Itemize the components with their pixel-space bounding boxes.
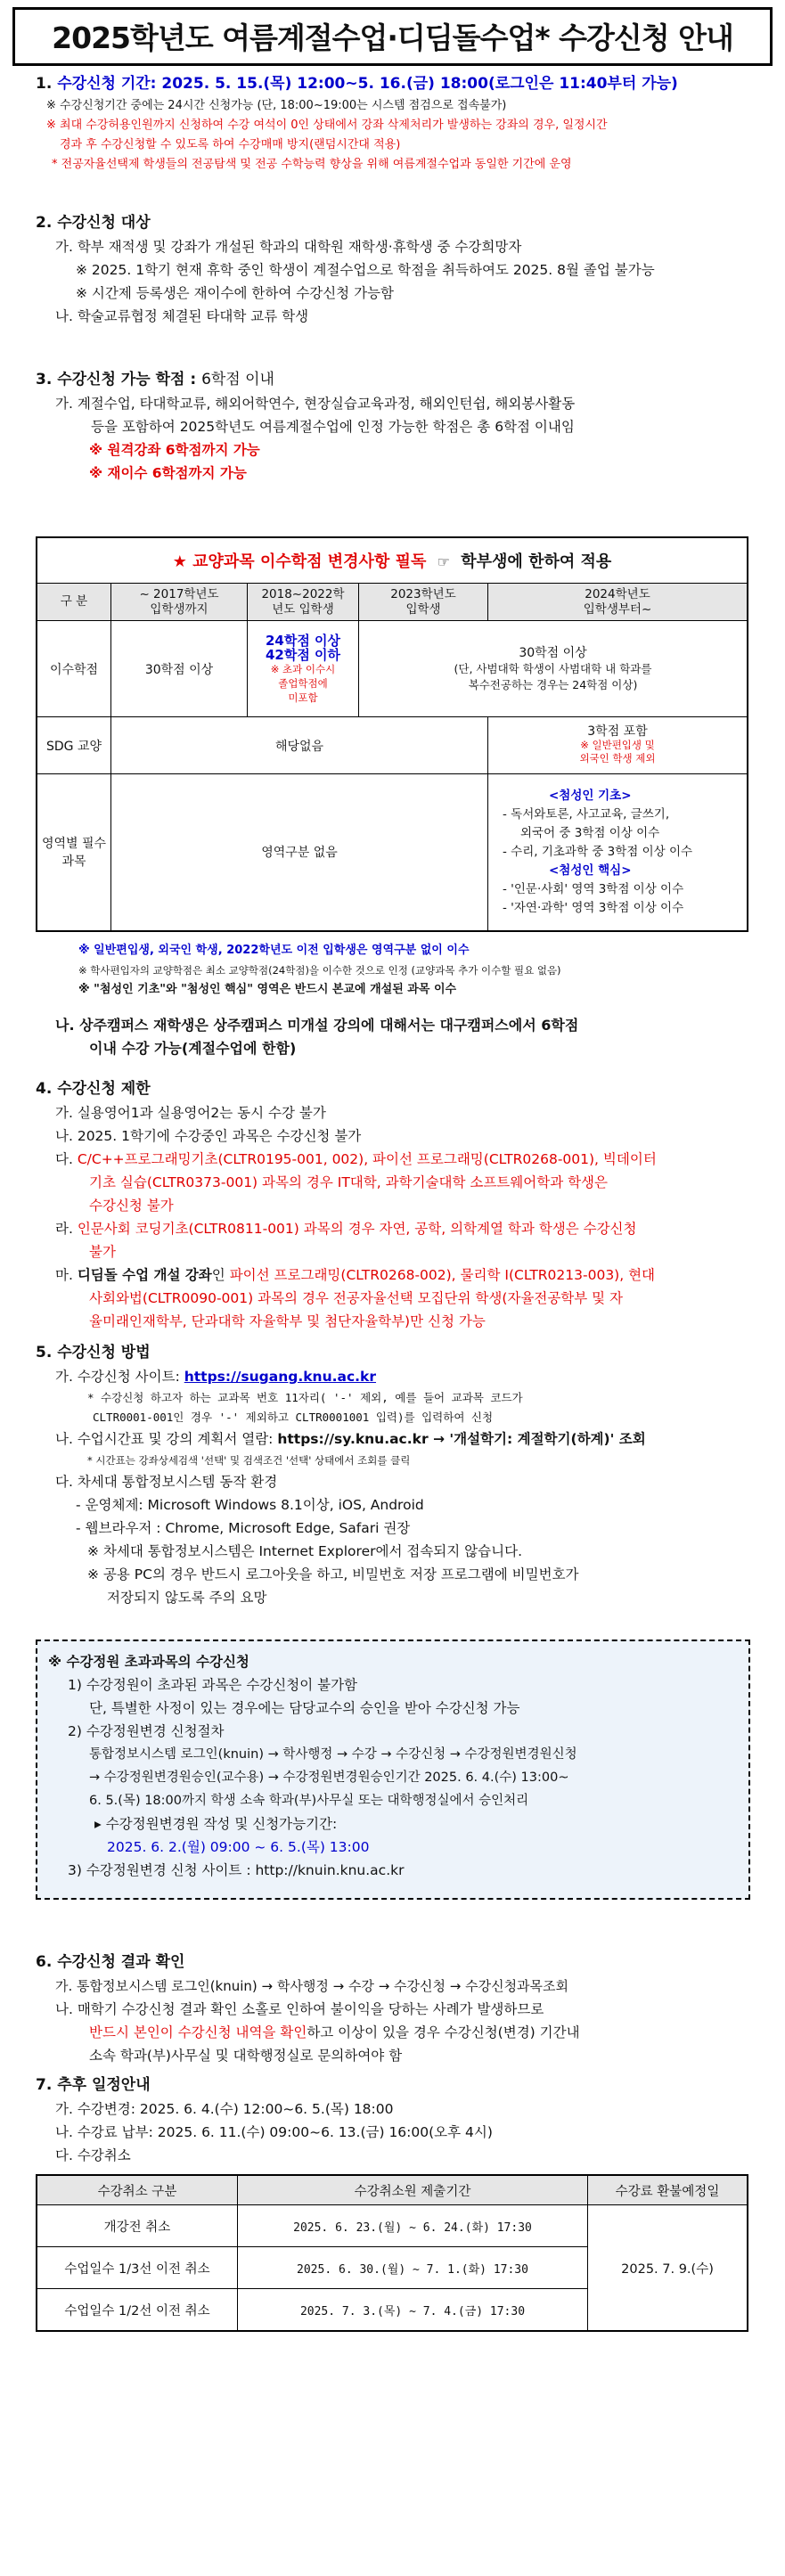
paragraph: 가. 수강변경: 2025. 6. 4.(수) 12:00~6. 5.(목) 18:00 bbox=[55, 2101, 394, 2117]
table-row-label: 이수학점 bbox=[37, 621, 111, 717]
paragraph: - 웹브라우저 : Chrome, Microsoft Edge, Safari 권장 bbox=[76, 1520, 411, 1536]
table-cell: 3학점 포함 ※ 일반편입생 및 외국인 학생 제외 bbox=[488, 717, 748, 774]
note: ※ 수강신청기간 중에는 24시간 신청가능 (단, 18:00~19:00는 시스템 점검으로 접속불가) bbox=[46, 99, 507, 112]
paragraph: 라. 인문사회 코딩기초(CLTR0811-001) 과목의 경우 자연, 공학, 의학계열 학과 학생은 수강신청 bbox=[55, 1221, 637, 1237]
section-2 bbox=[0, 210, 785, 328]
section-6 bbox=[0, 1950, 785, 2067]
table-header: 수강취소원 제출기간 bbox=[238, 2175, 588, 2205]
paragraph: 기초 실습(CLTR0373-001) 과목의 경우 IT대학, 과학기술대학 소프트웨어학과 학생은 bbox=[89, 1174, 609, 1190]
paragraph: 소속 학과(부)사무실 및 대학행정실로 문의하여야 함 bbox=[89, 2048, 403, 2064]
table-cell: 24학점 이상 42학점 이하 ※ 초과 이수시 졸업학점에 미포함 bbox=[248, 621, 359, 717]
sy-link[interactable]: https://sy.knu.ac.kr bbox=[277, 1431, 429, 1447]
paragraph: 나. 상주캠퍼스 재학생은 상주캠퍼스 미개설 강의에 대해서는 대구캠퍼스에서 6학점 bbox=[55, 1017, 579, 1034]
paragraph: 마. 디딤돌 수업 개설 강좌인 파이선 프로그래밍(CLTR0268-002), 물리학 I(CLTR0213-003), 현대 bbox=[55, 1267, 656, 1283]
table-header: 구 분 bbox=[37, 584, 111, 621]
box-heading: ※ 수강정원 초과과목의 수강신청 bbox=[48, 1654, 249, 1670]
paragraph: 이내 수강 가능(계절수업에 한함) bbox=[89, 1040, 297, 1057]
paragraph: 나. 학술교류협정 체결된 타대학 교류 학생 bbox=[55, 308, 309, 324]
table-cell: 해당없음 bbox=[111, 717, 488, 774]
paragraph: 나. 수업시간표 및 강의 계획서 열람: https://sy.knu.ac.kr → '개설학기: 계절학기(하계)' 조회 bbox=[55, 1431, 646, 1447]
section-1 bbox=[0, 71, 785, 175]
table-cell: 영역구분 없음 bbox=[111, 774, 488, 931]
table-cell: 2025. 6. 30.(월) ~ 7. 1.(화) 17:30 bbox=[238, 2247, 588, 2289]
note: * 시간표는 강좌상세검색 '선택' 및 검색조건 '선택' 상태에서 조회를 클릭 bbox=[87, 1454, 411, 1467]
table-header: 2018~2022학 년도 입학생 bbox=[248, 584, 359, 621]
paragraph: 다. 수강취소 bbox=[55, 2147, 131, 2163]
paragraph: 나. 매학기 수강신청 결과 확인 소홀로 인하여 불이익을 당하는 사례가 발생하므로 bbox=[55, 2001, 544, 2017]
paragraph: 반드시 본인이 수강신청 내역을 확인하고 이상이 있을 경우 수강신청(변경) 기간내 bbox=[89, 2024, 580, 2040]
table-header: 2023학년도 입학생 bbox=[359, 584, 488, 621]
note: * 전공자율선택제 학생들의 전공탐색 및 전공 수학능력 향상을 위해 여름계절수업과 동일한 기간에 운영 bbox=[52, 158, 572, 171]
note: ※ 일반편입생, 외국인 학생, 2022학년도 이전 입학생은 영역구분 없이 이수 bbox=[78, 944, 470, 957]
note: ※ 학사편입자의 교양학점은 최소 교양학점(24학점)을 이수한 것으로 인정 (교양과목 추가 이수할 필요 없음) bbox=[78, 964, 561, 977]
table-cell: 수업일수 1/2선 이전 취소 bbox=[37, 2289, 238, 2332]
note: ※ 재이수 6학점까지 가능 bbox=[89, 465, 247, 481]
note: ※ 2025. 1학기 현재 휴학 중인 학생이 계절수업으로 학점을 취득하여도 2025. 8월 졸업 불가능 bbox=[76, 262, 655, 278]
table-header: 2024학년도 입학생부터~ bbox=[488, 584, 748, 621]
note: CLTR0001-001인 경우 '-' 제외하고 CLTR0001001 입력)를 입력하여 신청 bbox=[93, 1411, 494, 1424]
box-line: 2) 수강정원변경 신청절차 bbox=[68, 1723, 225, 1739]
sugang-link[interactable]: https://sugang.knu.ac.kr bbox=[184, 1369, 377, 1385]
table-cell: 2025. 7. 9.(수) bbox=[588, 2205, 748, 2332]
document-page bbox=[0, 7, 785, 2576]
paragraph: 가. 수강신청 사이트: https://sugang.knu.ac.kr bbox=[55, 1369, 377, 1385]
liberal-arts-credit-table bbox=[36, 536, 748, 932]
paragraph: 가. 실용영어1과 실용영어2는 동시 수강 불가 bbox=[55, 1105, 326, 1121]
box-line: ▸ 수강정원변경원 작성 및 신청가능기간: bbox=[94, 1816, 338, 1832]
table-cell: 2025. 6. 23.(월) ~ 6. 24.(화) 17:30 bbox=[238, 2205, 588, 2247]
table-notes bbox=[0, 941, 785, 1000]
section-5-heading: 5. 수강신청 방법 bbox=[36, 1344, 151, 1362]
section-4 bbox=[0, 1076, 785, 1333]
section-4-heading: 4. 수강신청 제한 bbox=[36, 1080, 151, 1098]
table-row-label: 영역별 필수과목 bbox=[37, 774, 111, 931]
table-row-label: SDG 교양 bbox=[37, 717, 111, 774]
section-7-heading: 7. 추후 일정안내 bbox=[36, 2076, 151, 2094]
page-title: 2025학년도 여름계절수업·디딤돌수업* 수강신청 안내 bbox=[12, 7, 773, 66]
table-cell: 개강전 취소 bbox=[37, 2205, 238, 2247]
note: ※ 시간제 등록생은 재이수에 한하여 수강신청 가능함 bbox=[76, 285, 394, 301]
paragraph: 다. 차세대 통합정보시스템 동작 환경 bbox=[55, 1474, 278, 1490]
note: ※ 차세대 통합정보시스템은 Internet Explorer에서 접속되지 않습니다. bbox=[87, 1543, 522, 1559]
table-cell: 수업일수 1/3선 이전 취소 bbox=[37, 2247, 238, 2289]
table-row bbox=[37, 2205, 748, 2247]
box-line: → 수강정원변경원승인(교수용) → 수강정원변경원승인기간 2025. 6. 4.(수) 13:00~ bbox=[89, 1770, 569, 1785]
table-cell: <첨성인 기초> - 독서와토론, 사고교육, 글쓰기, 외국어 중 3학점 이상 이수 - 수리, 기초과학 중 3학점 이상 이수 <첨성인 핵심> - '인문·사회' 영역 3학점 이상 이수 - '자연·과학' 영역 3학점 이상 이수 bbox=[488, 774, 748, 931]
pointing-hand-icon: ☞ bbox=[437, 553, 450, 570]
paragraph: 가. 학부 재적생 및 강좌가 개설된 학과의 대학원 재학생·휴학생 중 수강희망자 bbox=[55, 239, 522, 255]
paragraph: 수강신청 불가 bbox=[89, 1198, 174, 1214]
note: ※ 최대 수강허용인원까지 신청하여 수강 여석이 0인 상태에서 강좌 삭제처리가 발생하는 강좌의 경우, 일정시간 bbox=[46, 119, 608, 132]
note: ※ 원격강좌 6학점까지 가능 bbox=[89, 442, 260, 458]
paragraph: 다. C/C++프로그래밍기초(CLTR0195-001, 002), 파이선 프로그래밍(CLTR0268-001), 빅데이터 bbox=[55, 1151, 657, 1167]
paragraph: 나. 2025. 1학기에 수강중인 과목은 수강신청 불가 bbox=[55, 1128, 362, 1144]
section-5 bbox=[0, 1340, 785, 1609]
paragraph: 나. 수강료 납부: 2025. 6. 11.(수) 09:00~6. 13.(금) 16:00(오후 4시) bbox=[55, 2124, 493, 2140]
cancellation-table bbox=[36, 2174, 748, 2332]
box-line: 2025. 6. 2.(월) 09:00 ~ 6. 5.(목) 13:00 bbox=[107, 1839, 370, 1855]
paragraph: - 운영체제: Microsoft Windows 8.1이상, iOS, Android bbox=[76, 1497, 424, 1513]
table-header: 수강료 환불예정일 bbox=[588, 2175, 748, 2205]
table-cell: 30학점 이상 bbox=[111, 621, 248, 717]
box-line: 통합정보시스템 로그인(knuin) → 학사행정 → 수강 → 수강신청 → 수강정원변경원신청 bbox=[89, 1747, 577, 1762]
section-6-heading: 6. 수강신청 결과 확인 bbox=[36, 1953, 185, 1971]
paragraph: 등을 포함하여 2025학년도 여름계절수업에 인정 가능한 학점은 총 6학점 이내임 bbox=[91, 419, 575, 435]
paragraph: 불가 bbox=[89, 1244, 116, 1260]
box-line: 단, 특별한 사정이 있는 경우에는 담당교수의 승인을 받아 수강신청 가능 bbox=[89, 1700, 520, 1716]
paragraph: 사회와법(CLTR0090-001) 과목의 경우 전공자율선택 모집단위 학생(자율전공학부 및 자 bbox=[89, 1290, 624, 1306]
section-3-b bbox=[0, 1014, 785, 1060]
paragraph: 가. 통합정보시스템 로그인(knuin) → 학사행정 → 수강 → 수강신청 → 수강신청과목조회 bbox=[55, 1978, 569, 1994]
section-2-heading: 2. 수강신청 대상 bbox=[36, 214, 151, 232]
section-1-heading: 1. 수강신청 기간: 2025. 5. 15.(목) 12:00~5. 16.(금) 18:00(로그인은 11:40부터 가능) bbox=[36, 75, 678, 93]
paragraph: 가. 계절수업, 타대학교류, 해외어학연수, 현장실습교육과정, 해외인턴쉽, 해외봉사활동 bbox=[55, 396, 576, 412]
box-line: 1) 수강정원이 초과된 과목은 수강신청이 불가함 bbox=[68, 1677, 358, 1693]
note: ※ "첨성인 기초"와 "첨성인 핵심" 영역은 반드시 본교에 개설된 과목 이수 bbox=[78, 983, 457, 996]
note: ※ 공용 PC의 경우 반드시 로그아웃을 하고, 비밀번호 저장 프로그램에 비밀번호가 bbox=[87, 1566, 579, 1582]
section-7 bbox=[0, 2073, 785, 2167]
note: 경과 후 수강신청할 수 있도록 하여 수강매매 방지(랜덤시간대 적용) bbox=[60, 138, 401, 151]
section-3-heading: 3. 수강신청 가능 학점 : 6학점 이내 bbox=[36, 371, 274, 388]
note: 저장되지 않도록 주의 요망 bbox=[107, 1590, 267, 1606]
box-line: 3) 수강정원변경 신청 사이트 : http://knuin.knu.ac.kr bbox=[68, 1862, 405, 1878]
table-cell: 30학점 이상 (단, 사범대학 학생이 사범대학 내 학과를 복수전공하는 경우는 24학점 이상) bbox=[359, 621, 748, 717]
enrollment-limit-box bbox=[36, 1640, 750, 1900]
paragraph: 율미래인재학부, 단과대학 자율학부 및 첨단자율학부)만 신청 가능 bbox=[89, 1313, 486, 1329]
section-3 bbox=[0, 367, 785, 485]
table-header: ~ 2017학년도 입학생까지 bbox=[111, 584, 248, 621]
note: * 수강신청 하고자 하는 교과목 번호 11자리( '-' 제외, 예를 들어 교과목 코드가 bbox=[87, 1391, 523, 1404]
box-line: 6. 5.(목) 18:00까지 학생 소속 학과(부)사무실 또는 대학행정실에서 승인처리 bbox=[89, 1794, 529, 1808]
table-header: 수강취소 구분 bbox=[37, 2175, 238, 2205]
table-banner: ★ 교양과목 이수학점 변경사항 필독 ☞ 학부생에 한하여 적용 bbox=[37, 537, 748, 584]
table-cell: 2025. 7. 3.(목) ~ 7. 4.(금) 17:30 bbox=[238, 2289, 588, 2332]
